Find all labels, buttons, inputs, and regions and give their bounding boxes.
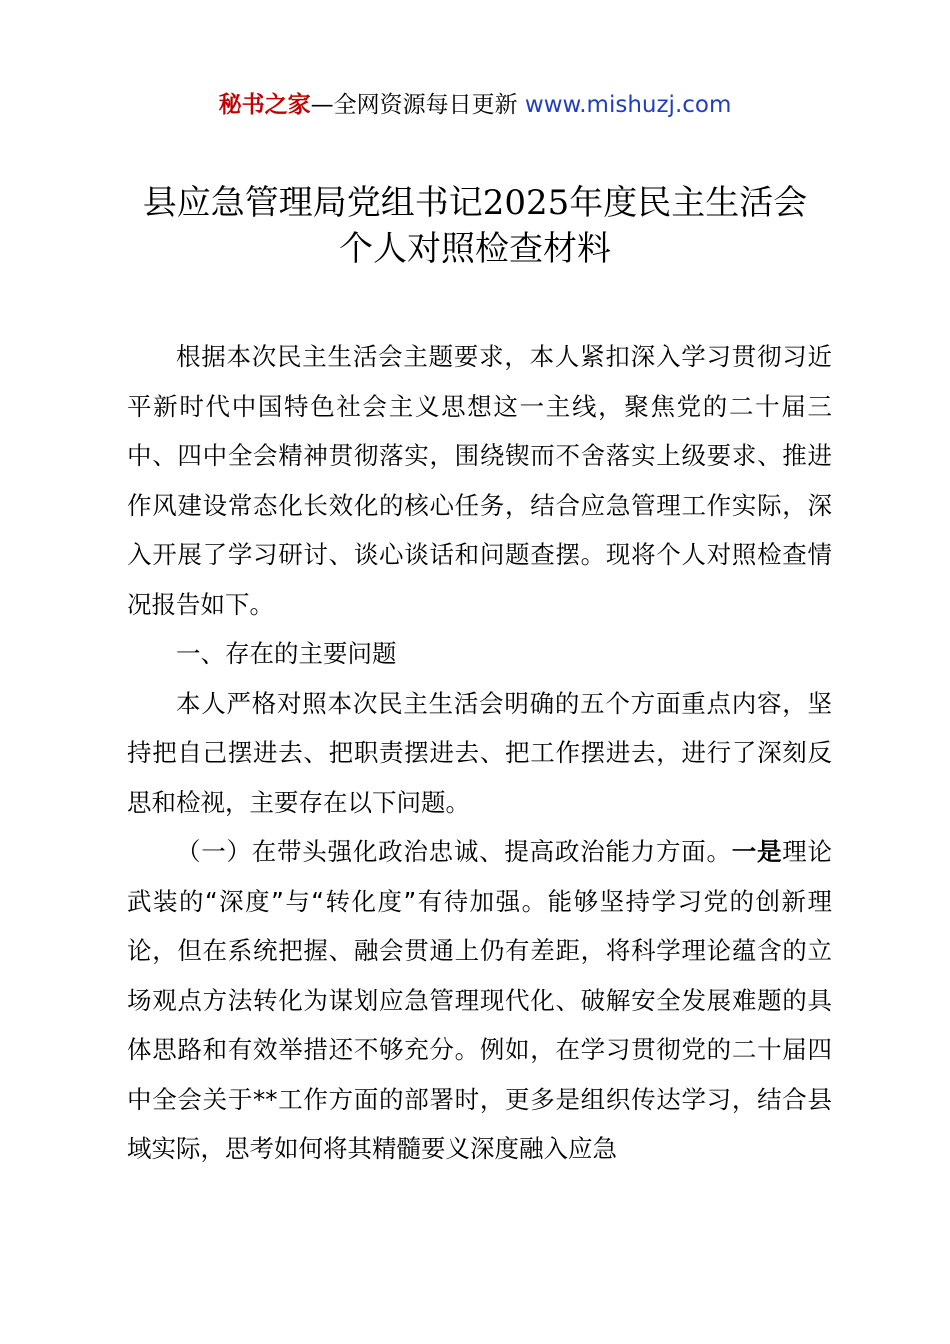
- paragraph-intro: 根据本次民主生活会主题要求，本人紧扣深入学习贯彻习近平新时代中国特色社会主义思想这一主线，聚焦党的二十届三中、四中全会精神贯彻落实，围绕锲而不舍落实上级要求、推进作风建设常态化长效化的核心任务，结合应急管理工作实际，深入开展了学习研讨、谈心谈话和问题查摆。现将个人对照检查情况报告如下。: [127, 342, 832, 619]
- section-heading-1: 一、存在的主要问题: [176, 639, 397, 668]
- title-line-2: 个人对照检查材料: [339, 229, 611, 269]
- site-brand[interactable]: 秘书之家: [218, 92, 311, 118]
- document-body: [127, 332, 832, 1174]
- item-lead: （一）在带头强化政治忠诚、提高政治能力方面。: [176, 837, 732, 866]
- paragraph-item-1: [127, 827, 832, 1174]
- document-title: [0, 180, 950, 272]
- item-text: 理论武装的“深度”与“转化度”有待加强。能够坚持学习党的创新理论，但在系统把握、融会贯通上仍有差距，将科学理论蕴含的立场观点方法转化为谋划应急管理现代化、破解安全发展难题的具体思路和有效举措还不够充分。例如，在学习贯彻党的二十届四中全会关于**工作方面的部署时，更多是组织传达学习，结合县域实际，思考如何将其精髓要义深度融入应急: [127, 837, 833, 1163]
- site-header: [0, 88, 950, 122]
- site-tagline: —全网资源每日更新: [310, 92, 525, 118]
- title-line-1: 县应急管理局党组书记2025年度民主生活会: [142, 183, 808, 223]
- site-url-link[interactable]: www.mishuzj.com: [524, 92, 732, 118]
- item-bold-marker: 一是: [731, 837, 783, 866]
- paragraph-overview: 本人严格对照本次民主生活会明确的五个方面重点内容，坚持把自己摆进去、把职责摆进去、把工作摆进去，进行了深刻反思和检视，主要存在以下问题。: [127, 688, 832, 817]
